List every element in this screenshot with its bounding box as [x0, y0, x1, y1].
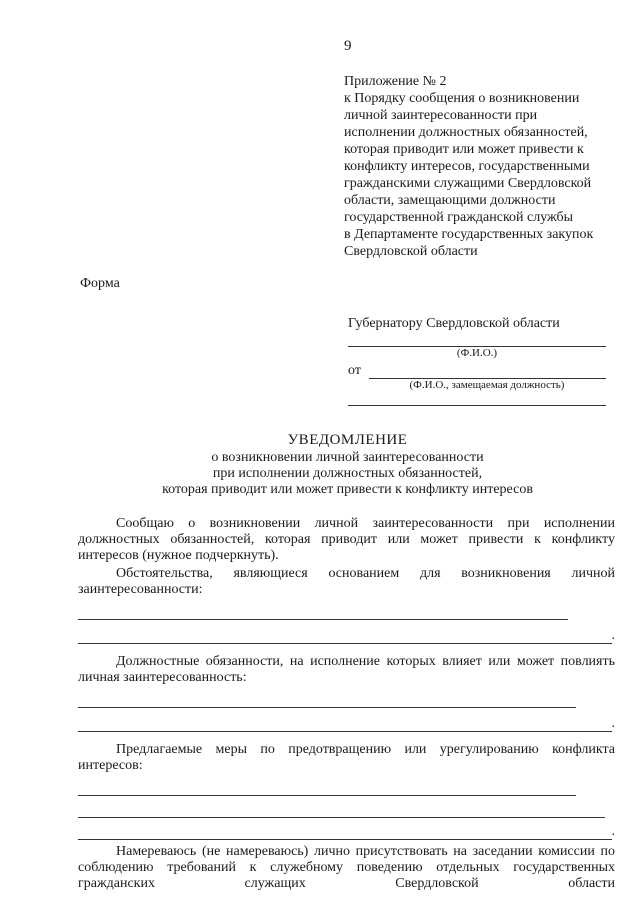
- paragraph-notice: Сообщаю о возникновении личной заинтересованности при исполнении должностных обязанностей, которая приводит или может привести к конфликту интересов (нужное подчеркнуть).: [78, 516, 615, 563]
- blank-line: [78, 824, 612, 840]
- notice-subtitle-line: которая приводит или может привести к конфликту интересов: [162, 482, 533, 497]
- blank-line: [78, 780, 576, 796]
- blank-line: [78, 604, 568, 620]
- addressee-block: [348, 316, 606, 406]
- blank-line-row: [78, 628, 615, 644]
- period-mark: .: [611, 824, 615, 839]
- appendix-line: Приложение № 2: [344, 74, 447, 89]
- notice-subtitle-line: о возникновении личной заинтересованности: [211, 450, 484, 465]
- fio-line: [348, 332, 606, 347]
- paragraph-circumstances: Обстоятельства, являющиеся основанием для возникновения личной заинтересованности:: [78, 566, 615, 597]
- blank-line: [78, 628, 612, 644]
- from-caption: (Ф.И.О., замещаемая должность): [409, 379, 565, 391]
- from-label: от: [348, 363, 361, 378]
- form-label: Форма: [80, 276, 120, 291]
- appendix-line: к Порядку сообщения о возникновении: [344, 91, 580, 106]
- paragraph-attendance: Намереваюсь (не намереваюсь) лично присутствовать на заседании комиссии по соблюдению требований к служебному поведению отдельных государственных гражданских служащих Свердловской области: [78, 844, 615, 891]
- notice-title: [80, 432, 615, 498]
- appendix-line: гражданскими служащими Свердловской: [344, 176, 592, 191]
- appendix-header: [344, 73, 634, 260]
- appendix-line: конфликту интересов, государственными: [344, 159, 590, 174]
- notice-heading: УВЕДОМЛЕНИЕ: [287, 432, 408, 448]
- appendix-line: Свердловской области: [344, 244, 478, 259]
- period-mark: .: [611, 716, 615, 731]
- appendix-line: области, замещающими должности: [344, 193, 556, 208]
- from-row: [348, 363, 606, 379]
- appendix-line: личной заинтересованности при: [344, 108, 538, 123]
- notice-body: [78, 516, 615, 892]
- blank-line: [78, 802, 605, 818]
- appendix-line: в Департаменте государственных закупок: [344, 227, 594, 242]
- blank-line-row: [78, 824, 615, 840]
- page-number: 9: [344, 38, 352, 54]
- addressee-to: Губернатору Свердловской области: [348, 316, 560, 331]
- appendix-line: государственной гражданской службы: [344, 210, 574, 225]
- period-mark: .: [611, 628, 615, 643]
- from-line: [369, 364, 606, 379]
- from-line-2: [348, 391, 606, 406]
- notice-subtitle-line: при исполнении должностных обязанностей,: [212, 466, 483, 481]
- blank-line: [78, 716, 612, 732]
- blank-line-row: [78, 716, 615, 732]
- paragraph-measures: Предлагаемые меры по предотвращению или урегулированию конфликта интересов:: [78, 742, 615, 773]
- blank-line: [78, 692, 576, 708]
- fio-caption: (Ф.И.О.): [456, 347, 498, 359]
- appendix-line: исполнении должностных обязанностей,: [344, 125, 588, 140]
- paragraph-duties: Должностные обязанности, на исполнение которых влияет или может повлиять личная заинтересованность:: [78, 654, 615, 685]
- appendix-line: которая приводит или может привести к: [344, 142, 584, 157]
